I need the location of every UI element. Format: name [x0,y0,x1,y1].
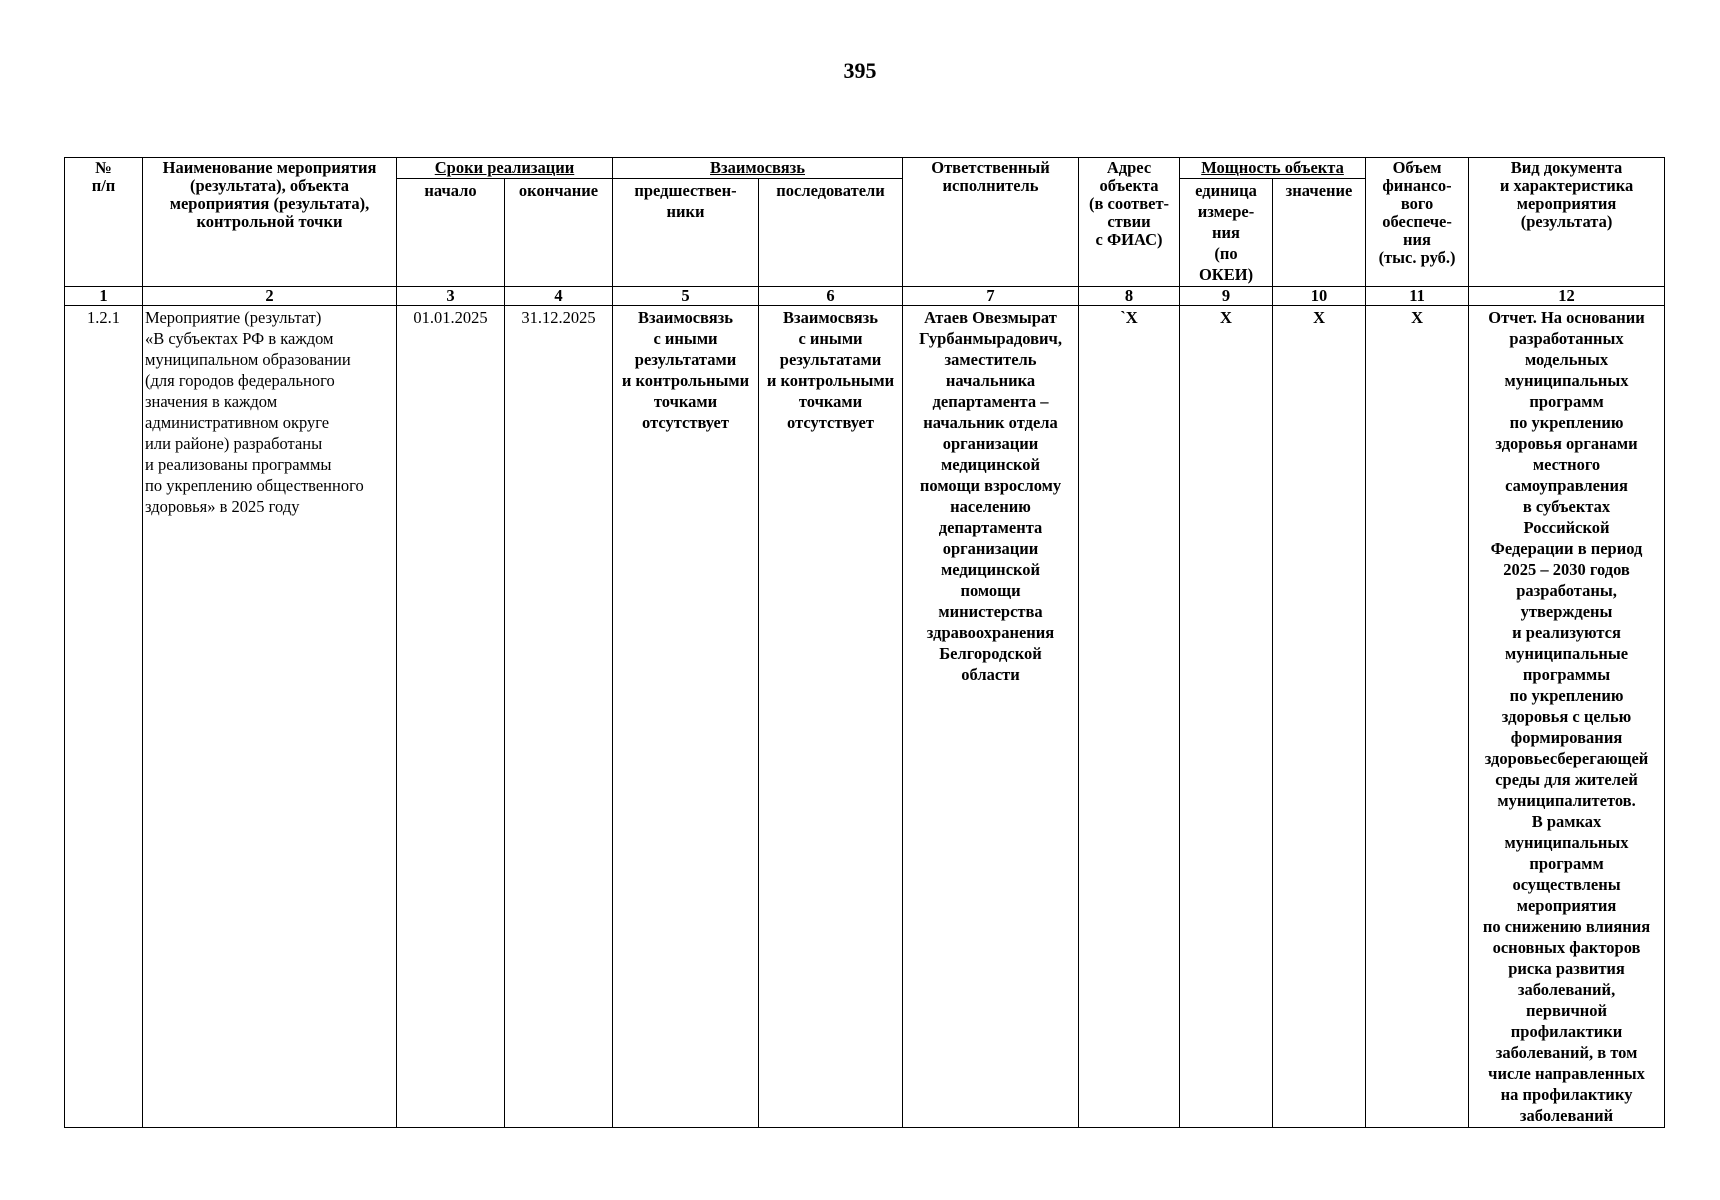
row-num: 1.2.1 [65,306,143,1128]
header-successors: последователи [759,179,903,287]
header-links: Взаимосвязь [613,158,903,179]
activities-table [64,157,1665,1128]
column-number: 3 [397,287,505,306]
row-predecessors: Взаимосвязь с иными результатами и контрольными точками отсутствует [613,306,759,1128]
row-end: 31.12.2025 [505,306,613,1128]
column-number: 5 [613,287,759,306]
row-unit: Х [1180,306,1273,1128]
column-number: 1 [65,287,143,306]
row-start: 01.01.2025 [397,306,505,1128]
column-number: 11 [1366,287,1469,306]
column-number: 7 [903,287,1079,306]
header-responsible: Ответственный исполнитель [903,158,1079,287]
row-address: `Х [1079,306,1180,1128]
header-capacity: Мощность объекта [1180,158,1366,179]
row-successors: Взаимосвязь с иными результатами и контрольными точками отсутствует [759,306,903,1128]
header-predecessors: предшествен- ники [613,179,759,287]
header-end: окончание [505,179,613,287]
column-number: 4 [505,287,613,306]
header-name: Наименование мероприятия (результата), объекта мероприятия (результата), контрольной точки [143,158,397,287]
row-name: Мероприятие (результат) «В субъектах РФ в каждом муниципальном образовании (для городов федерального значения в каждом административном округе или районе) разработаны и реализованы программы по укреплению общественного здоровья» в 2025 году [143,306,397,1128]
row-responsible: Атаев Овезмырат Гурбанмырадович, заместитель начальника департамента – начальник отдела организации медицинской помощи взрослому населению департамента организации медицинской помощи министерства здравоохранения Белгородской области [903,306,1079,1128]
header-start: начало [397,179,505,287]
column-number: 9 [1180,287,1273,306]
row-value: Х [1273,306,1366,1128]
header-finance: Объем финансо- вого обеспече- ния (тыс. руб.) [1366,158,1469,287]
column-number: 10 [1273,287,1366,306]
page-number: 395 [843,58,877,83]
column-number: 12 [1469,287,1665,306]
header-address: Адрес объекта (в соответ- ствии с ФИАС) [1079,158,1180,287]
header-unit: единица измере- ния (по ОКЕИ) [1180,179,1273,287]
column-number: 2 [143,287,397,306]
header-num: № п/п [65,158,143,287]
row-finance: Х [1366,306,1469,1128]
table-row [65,306,1665,1128]
header-terms: Сроки реализации [397,158,613,179]
column-number: 8 [1079,287,1180,306]
header-value: значение [1273,179,1366,287]
row-doc-type: Отчет. На основании разработанных модельных муниципальных программ по укреплению здоровья органами местного самоуправления в субъектах Российской Федерации в период 2025 – 2030 годов разработаны, утверждены и реализуются муниципальные программы по укреплению здоровья с целью формирования здоровьесберегающей среды для жителей муниципалитетов. В рамках муниципальных программ осуществлены мероприятия по снижению влияния основных факторов риска развития заболеваний, первичной профилактики заболеваний, в том числе направленных на профилактику заболеваний [1469,306,1665,1128]
header-doc-type: Вид документа и характеристика мероприятия (результата) [1469,158,1665,287]
column-number: 6 [759,287,903,306]
